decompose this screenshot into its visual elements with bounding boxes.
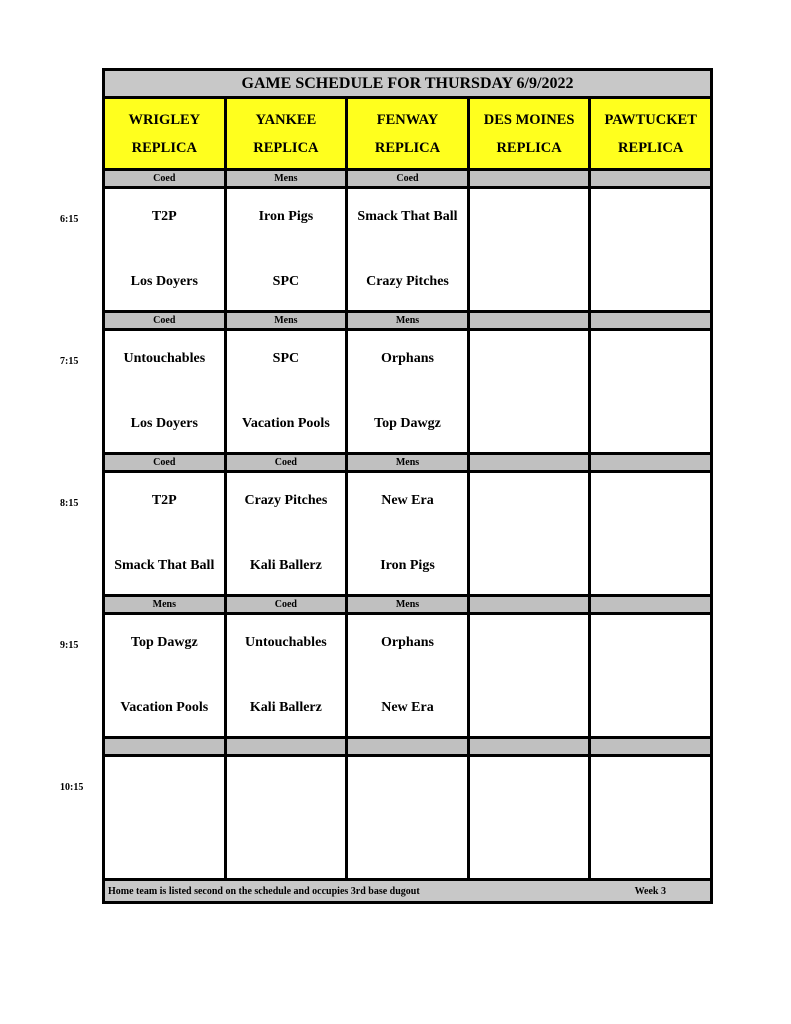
game-cell (590, 188, 712, 312)
division-label: Mens (347, 454, 469, 472)
game-row (104, 614, 712, 738)
division-label: Coed (104, 454, 226, 472)
division-label (225, 738, 347, 756)
division-label: Mens (225, 170, 347, 188)
game-cell (468, 614, 590, 738)
game-cell (104, 330, 226, 454)
game-cell (347, 614, 469, 738)
division-row (104, 738, 712, 756)
division-row (104, 454, 712, 472)
time-label: 7:15 (60, 355, 79, 367)
away-team: Orphans (381, 351, 434, 366)
away-team: Top Dawgz (130, 635, 198, 650)
home-team: Vacation Pools (242, 416, 330, 431)
division-label (590, 738, 712, 756)
division-label (590, 454, 712, 472)
footer-note: Home team is listed second on the schedule and occupies 3rd base dugout (108, 885, 420, 897)
title-row (104, 70, 712, 98)
division-label: Mens (347, 312, 469, 330)
game-cell (347, 188, 469, 312)
game-row (104, 330, 712, 454)
home-team: SPC (272, 274, 300, 289)
field-suffix: REPLICA (496, 139, 562, 156)
division-row (104, 596, 712, 614)
game-cell (590, 756, 712, 880)
time-label: 10:15 (60, 781, 84, 793)
away-team: Untouchables (123, 351, 206, 366)
away-team: Iron Pigs (258, 209, 314, 224)
schedule-table (102, 68, 713, 904)
game-cell (104, 614, 226, 738)
schedule-title: GAME SCHEDULE FOR THURSDAY 6/9/2022 (104, 70, 712, 98)
home-team: Smack That Ball (114, 558, 215, 573)
time-label: 9:15 (60, 639, 79, 651)
field-suffix: REPLICA (618, 139, 684, 156)
division-label (590, 596, 712, 614)
division-label (104, 738, 226, 756)
game-cell (104, 188, 226, 312)
game-cell (347, 472, 469, 596)
game-cell (590, 472, 712, 596)
week-label: Week 3 (634, 885, 666, 897)
field-suffix: REPLICA (253, 139, 319, 156)
home-team: Los Doyers (130, 416, 198, 431)
division-label (468, 170, 590, 188)
game-cell (468, 472, 590, 596)
away-team: T2P (151, 209, 177, 224)
game-cell (225, 472, 347, 596)
game-cell (104, 472, 226, 596)
footer (104, 880, 712, 903)
away-team: New Era (381, 493, 434, 508)
footer-row (104, 880, 712, 903)
home-team: Kali Ballerz (249, 558, 322, 573)
field-name: YANKEE (255, 111, 317, 128)
division-label: Coed (347, 170, 469, 188)
field-name: PAWTUCKET (604, 111, 697, 128)
division-label (468, 454, 590, 472)
division-label: Coed (104, 170, 226, 188)
field-header-row (104, 98, 712, 170)
division-label (468, 596, 590, 614)
division-row (104, 312, 712, 330)
away-team: Crazy Pitches (244, 493, 328, 508)
game-cell (590, 614, 712, 738)
field-name: WRIGLEY (128, 111, 201, 128)
game-cell (468, 330, 590, 454)
field-header (468, 98, 590, 170)
away-team: Orphans (381, 635, 434, 650)
division-label (347, 738, 469, 756)
game-cell (225, 188, 347, 312)
field-header (104, 98, 226, 170)
division-label: Mens (225, 312, 347, 330)
home-team: Iron Pigs (380, 558, 435, 573)
field-header (225, 98, 347, 170)
division-label (468, 312, 590, 330)
game-row (104, 756, 712, 880)
game-cell (590, 330, 712, 454)
game-row (104, 188, 712, 312)
game-cell (225, 614, 347, 738)
time-slots (104, 170, 712, 880)
game-cell (104, 756, 226, 880)
field-suffix: REPLICA (374, 139, 441, 156)
division-label (590, 170, 712, 188)
game-cell (225, 756, 347, 880)
division-label: Coed (225, 596, 347, 614)
division-label (590, 312, 712, 330)
home-team: Kali Ballerz (249, 700, 322, 715)
game-cell (225, 330, 347, 454)
home-team: Vacation Pools (120, 700, 209, 715)
division-label (468, 738, 590, 756)
field-header (590, 98, 712, 170)
away-team: T2P (151, 493, 177, 508)
home-team: New Era (381, 700, 434, 715)
away-team: Untouchables (245, 635, 327, 650)
field-suffix: REPLICA (131, 139, 197, 156)
game-cell (468, 756, 590, 880)
time-label: 6:15 (60, 213, 79, 225)
home-team: Crazy Pitches (366, 274, 449, 289)
division-label: Coed (225, 454, 347, 472)
away-team: SPC (272, 351, 300, 366)
division-row (104, 170, 712, 188)
division-label: Coed (104, 312, 226, 330)
field-header (347, 98, 469, 170)
game-cell (468, 188, 590, 312)
division-label: Mens (104, 596, 226, 614)
away-team: Smack That Ball (357, 209, 458, 224)
game-row (104, 472, 712, 596)
field-name: FENWAY (376, 111, 439, 128)
division-label: Mens (347, 596, 469, 614)
game-cell (347, 756, 469, 880)
time-label: 8:15 (60, 497, 79, 509)
home-team: Top Dawgz (374, 416, 441, 431)
field-name: DES MOINES (483, 111, 575, 128)
home-team: Los Doyers (130, 274, 198, 289)
game-cell (347, 330, 469, 454)
